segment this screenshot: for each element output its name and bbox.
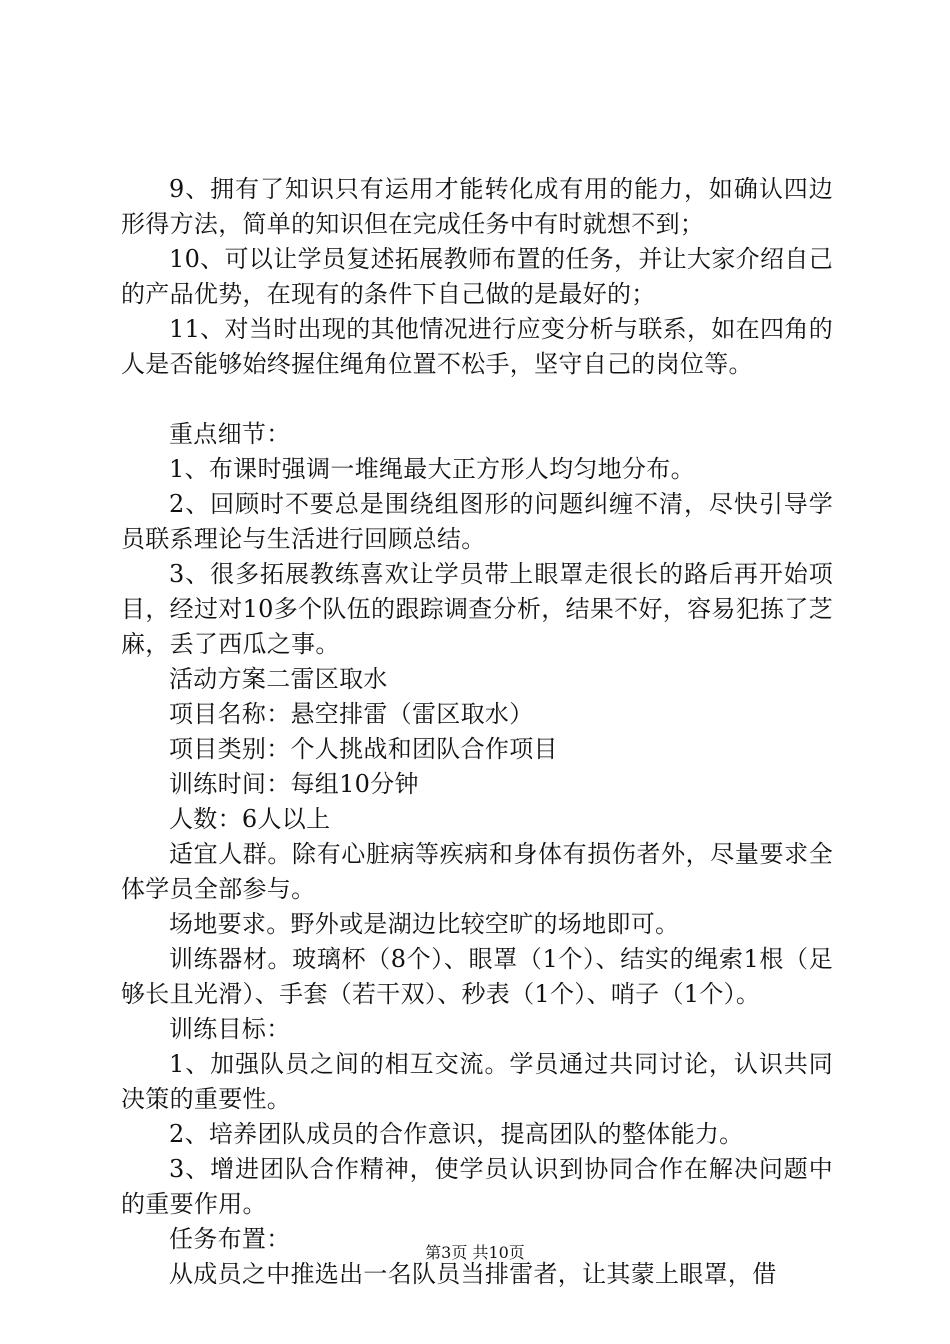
- paragraph: 场地要求。野外或是湖边比较空旷的场地即可。: [169, 910, 680, 938]
- document-body: [121, 172, 833, 1292]
- paragraph: 2、培养团队成员的合作意识，提高团队的整体能力。: [169, 1120, 744, 1148]
- paragraph: 2、回顾时不要总是围绕组图形的问题纠缠不清，尽快引导学员联系理论与生活进行回顾总结。: [121, 490, 833, 553]
- paragraph: 训练器材。玻璃杯（8个）、眼罩（1个）、结实的绳索1根（足够长且光滑）、手套（若干双）、秒表（1个）、哨子（1个）。: [121, 945, 833, 1008]
- paragraph: 适宜人群。除有心脏病等疾病和身体有损伤者外，尽量要求全体学员全部参与。: [121, 840, 833, 903]
- paragraph: 1、加强队员之间的相互交流。学员通过共同讨论，认识共同决策的重要性。: [121, 1050, 833, 1113]
- paragraph: 从成员之中推选出一名队员当排雷者，让其蒙上眼罩，借: [169, 1260, 777, 1288]
- paragraph-gap: [121, 382, 833, 417]
- page-number-footer: 第3页 共10页: [425, 1243, 525, 1262]
- paragraph: 项目类别：个人挑战和团队合作项目: [169, 735, 558, 763]
- paragraph: 1、布课时强调一堆绳最大正方形人均匀地分布。: [169, 455, 695, 483]
- paragraph: 项目名称：悬空排雷（雷区取水）: [169, 700, 534, 728]
- paragraph: 11、对当时出现的其他情况进行应变分析与联系，如在四角的人是否能够始终握住绳角位置不松手，坚守自己的岗位等。: [121, 315, 833, 378]
- section-heading: 重点细节：: [169, 420, 291, 448]
- section-heading: 活动方案二雷区取水: [169, 665, 388, 693]
- paragraph: 人数：6人以上: [169, 805, 331, 833]
- paragraph: 9、拥有了知识只有运用才能转化成有用的能力，如确认四边形得方法，简单的知识但在完成任务中有时就想不到；: [121, 175, 833, 238]
- paragraph: 3、很多拓展教练喜欢让学员带上眼罩走很长的路后再开始项目，经过对10多个队伍的跟踪调查分析，结果不好，容易犯拣了芝麻，丢了西瓜之事。: [121, 560, 833, 658]
- section-heading: 训练目标：: [169, 1015, 291, 1043]
- paragraph: 3、增进团队合作精神，使学员认识到协同合作在解决问题中的重要作用。: [121, 1155, 833, 1218]
- paragraph: 10、可以让学员复述拓展教师布置的任务，并让大家介绍自己的产品优势，在现有的条件下自己做的是最好的；: [121, 245, 833, 308]
- section-heading: 任务布置：: [169, 1225, 291, 1253]
- paragraph: 训练时间：每组10分钟: [169, 770, 419, 798]
